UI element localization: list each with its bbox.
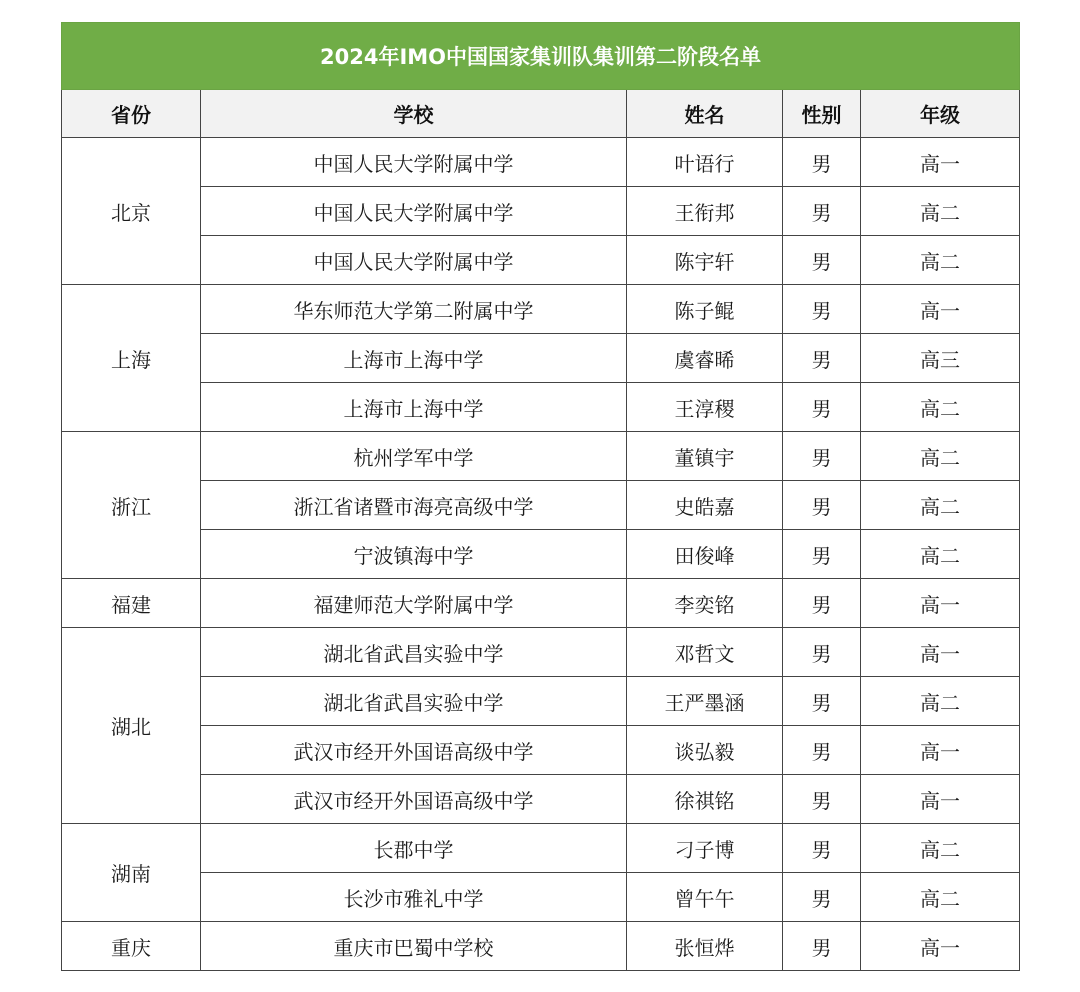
grade-cell: 高一 [861,775,1020,824]
student-name-cell: 徐祺铭 [627,775,783,824]
school-cell: 宁波镇海中学 [201,530,627,579]
table-row [62,579,1020,628]
grade-cell: 高二 [861,873,1020,922]
province-cell: 浙江 [62,432,201,579]
school-cell: 中国人民大学附属中学 [201,236,627,285]
student-name-cell: 张恒烨 [627,922,783,971]
table-row [62,236,1020,285]
student-name-cell: 董镇宇 [627,432,783,481]
column-header-school: 学校 [201,90,627,138]
school-cell: 湖北省武昌实验中学 [201,677,627,726]
student-name-cell: 李奕铭 [627,579,783,628]
grade-cell: 高三 [861,334,1020,383]
roster-table [61,22,1020,971]
gender-cell: 男 [783,775,861,824]
school-cell: 湖北省武昌实验中学 [201,628,627,677]
gender-cell: 男 [783,481,861,530]
table-row [62,726,1020,775]
table-row [62,334,1020,383]
table-row [62,187,1020,236]
gender-cell: 男 [783,236,861,285]
school-cell: 杭州学军中学 [201,432,627,481]
table-row [62,383,1020,432]
province-cell: 福建 [62,579,201,628]
province-cell: 湖南 [62,824,201,922]
province-cell: 湖北 [62,628,201,824]
table-row [62,530,1020,579]
column-header-grade: 年级 [861,90,1020,138]
grade-cell: 高二 [861,187,1020,236]
province-cell: 重庆 [62,922,201,971]
gender-cell: 男 [783,530,861,579]
grade-cell: 高二 [861,383,1020,432]
gender-cell: 男 [783,138,861,187]
gender-cell: 男 [783,285,861,334]
school-cell: 浙江省诸暨市海亮高级中学 [201,481,627,530]
gender-cell: 男 [783,873,861,922]
school-cell: 上海市上海中学 [201,334,627,383]
grade-cell: 高一 [861,726,1020,775]
grade-cell: 高二 [861,432,1020,481]
gender-cell: 男 [783,726,861,775]
school-cell: 中国人民大学附属中学 [201,138,627,187]
grade-cell: 高一 [861,285,1020,334]
school-cell: 华东师范大学第二附属中学 [201,285,627,334]
header-row [62,90,1020,138]
student-name-cell: 王淳稷 [627,383,783,432]
grade-cell: 高二 [861,236,1020,285]
student-name-cell: 史皓嘉 [627,481,783,530]
grade-cell: 高二 [861,530,1020,579]
student-name-cell: 谈弘毅 [627,726,783,775]
school-cell: 上海市上海中学 [201,383,627,432]
table-row [62,285,1020,334]
school-cell: 中国人民大学附属中学 [201,187,627,236]
table-row [62,628,1020,677]
grade-cell: 高一 [861,922,1020,971]
student-name-cell: 陈宇轩 [627,236,783,285]
column-header-gender: 性别 [783,90,861,138]
grade-cell: 高二 [861,481,1020,530]
gender-cell: 男 [783,628,861,677]
student-name-cell: 曾午午 [627,873,783,922]
table-row [62,775,1020,824]
school-cell: 重庆市巴蜀中学校 [201,922,627,971]
grade-cell: 高二 [861,677,1020,726]
table-row [62,138,1020,187]
table-row [62,677,1020,726]
student-name-cell: 叶语行 [627,138,783,187]
table-row [62,432,1020,481]
school-cell: 长沙市雅礼中学 [201,873,627,922]
student-name-cell: 陈子鲲 [627,285,783,334]
grade-cell: 高一 [861,579,1020,628]
grade-cell: 高一 [861,628,1020,677]
grade-cell: 高一 [861,138,1020,187]
student-name-cell: 王衔邦 [627,187,783,236]
student-name-cell: 虞睿晞 [627,334,783,383]
student-name-cell: 王严墨涵 [627,677,783,726]
school-cell: 武汉市经开外国语高级中学 [201,726,627,775]
gender-cell: 男 [783,187,861,236]
title-row [62,23,1020,90]
gender-cell: 男 [783,824,861,873]
table-row [62,922,1020,971]
gender-cell: 男 [783,432,861,481]
gender-cell: 男 [783,334,861,383]
table-title: 2024年IMO中国国家集训队集训第二阶段名单 [62,23,1020,90]
school-cell: 福建师范大学附属中学 [201,579,627,628]
table-row [62,824,1020,873]
grade-cell: 高二 [861,824,1020,873]
table-body [62,138,1020,971]
column-header-province: 省份 [62,90,201,138]
table-row [62,873,1020,922]
gender-cell: 男 [783,922,861,971]
province-cell: 北京 [62,138,201,285]
table-row [62,481,1020,530]
student-name-cell: 田俊峰 [627,530,783,579]
student-name-cell: 刁子博 [627,824,783,873]
gender-cell: 男 [783,383,861,432]
school-cell: 长郡中学 [201,824,627,873]
student-name-cell: 邓哲文 [627,628,783,677]
gender-cell: 男 [783,677,861,726]
column-header-name: 姓名 [627,90,783,138]
school-cell: 武汉市经开外国语高级中学 [201,775,627,824]
province-cell: 上海 [62,285,201,432]
gender-cell: 男 [783,579,861,628]
